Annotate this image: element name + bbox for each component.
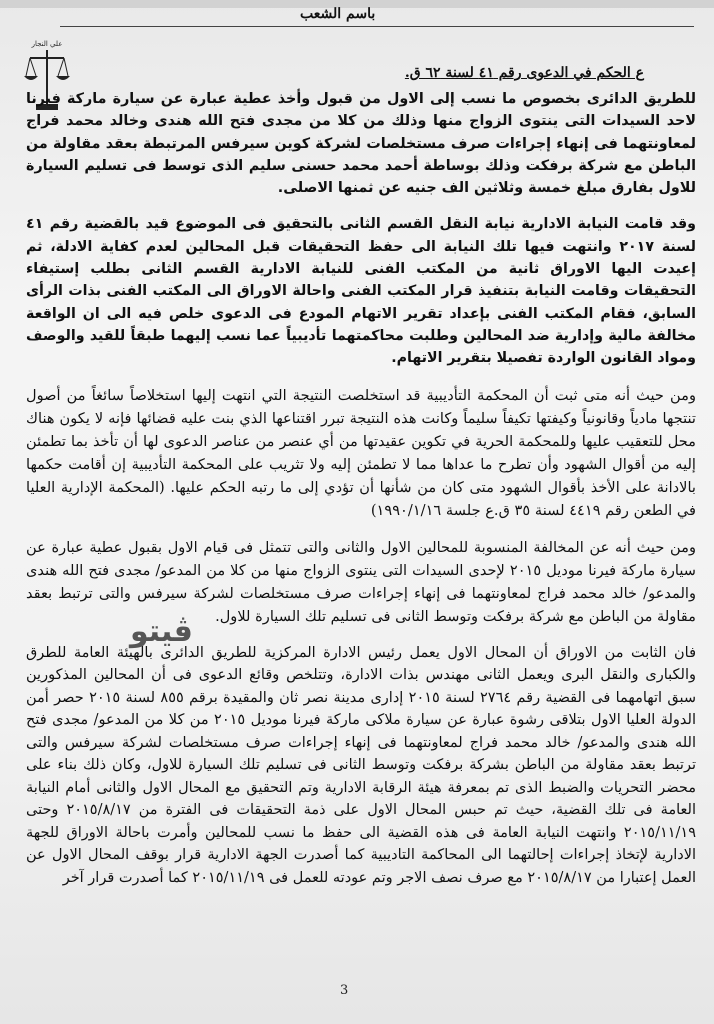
paragraph-1: للطريق الدائرى بخصوص ما نسب إلى الاول من قبول وأخذ عطية عبارة عن سيارة ماركة فيرنا لاحد السيدات التى ينتوى الزواج منها وذلك من كلا من مجدى فتح الله هندى وخالد محمد فراج لمعاونتهما فى إنهاء إجراءات صرف مستخلصات لشركة كوين سيرفس المرتبطة بعقد مقاولة من الباطن مع شركة برفكت وذلك بوساطة أحمد محمد حسنى سليم الذى توسط فى تسليم السيارة للاول بفارق مبلغ خمسة وثلاثين الف جنيه عن ثمنها الاصلى.: [26, 91, 696, 197]
header-rule: [60, 26, 694, 27]
paragraph-4: ومن حيث أنه عن المخالفة المنسوبة للمحالين الاول والثانى والتى تتمثل فى قيام الاول بقبول عطية عبارة عن سيارة ماركة فيرنا موديل ٢٠١٥ لإحدى السيدات التى ينتوى الزواج منها من كلا من المدعو/ مجدى فتح الله هندى والمدعو/ خالد محمد فراج لمعاونتهما فى إنهاء إجراءات صرف مستخلصات لشركة سيرفس والتى ترتبط بعقد مقاولة من الباطن مع شركة برفكت وتوسط الثانى فى تسليم تلك السيارة للاول.: [26, 538, 696, 625]
paragraph-3: ومن حيث أنه متى ثبت أن المحكمة التأديبية قد استخلصت النتيجة التي انتهت إليها استخلاصاً سائغاً من أصول تنتجها مادياً وقانونياً وكيفتها تكيفاً سليماً وكانت هذه النتيجة تبرر اقتناعها الذي بنت عليه قضائها فإنه لا يكون هناك محل للتعقيب عليها وللمحكمة الحرية في تكوين عقيدتها من أي عنصر من عناصر الدعوى لها أن تأخذ بما تطمئن إليه من أقوال الشهود وأن تطرح ما عداها مما لا تطمئن إليه ولا تثريب على المحكمة التأديبية إن أقامت حكمها بالادانة على الأخذ بأقوال الشهود متى كان من شأنها أن تؤدي إلى ما رتبه الحكم عليها. (المحكمة الإدارية العليا في الطعن رقم ٤٤١٩ لسنة ٣٥ ق.ع جلسة ١٩٩٠/١/١٦): [26, 386, 696, 519]
page-number: 3: [340, 983, 349, 998]
document-body: [26, 88, 696, 889]
paragraph-5: فان الثابت من الاوراق أن المحال الاول يعمل رئيس الادارة المركزية للطريق الدائرى بالهيئة العامة للطرق والكبارى والنقل البرى ويعمل الثانى مهندس بذات الادارة، وتتلخص وقائع الدعوى فى أن المحالين المذكورين سبق اتهامهما فى القضية رقم ٢٧٦٤ لسنة ٢٠١٥ إدارى مدينة نصر ثان والمقيدة برقم ٨٥٥ لسنة ٢٠١٥ حصر أمن الدولة العليا الاول بتلاقى رشوة عبارة عن سيارة ملاكى ماركة فيرنا موديل ٢٠١٥ من كلا من المدعو/ مجدى فتح الله هندى والمدعو/ خالد محمد فراج لمعاونتهما فى إنهاء إجراءات صرف مستخلصات لشركة سيرفس والتى ترتبط بعقد مقاولة من الباطن بشركة برفكت وتوسط الثانى فى تسليم تلك السيارة للاول، وكان ذلك بناء على محضر التحريات والضبط الذى تم بمعرفة هيئة الرقابة الادارية وتم التحقيق مع المحال الاول والثانى أمام النيابة العامة فى تلك القضية، حيث تم حبس المحال الاول على ذمة التحقيقات فى الفترة من ٢٠١٥/٨/١٧ وحتى ٢٠١٥/١١/١٩ وانتهت النيابة العامة فى هذه القضية الى حفظ ما نسب للمحالين وأمرت باحالة الاوراق للجهة الادارية لإتخاذ إجراءات إحالتهما الى المحاكمة التاديبية كما أصدرت الجهة الادارية قرار بوقف المحال الاول عن العمل إعتبارا من ٢٠١٥/٨/١٧ مع صرف نصف الاجر وتم عودته للعمل فى ٢٠١٥/١١/١٩ كما أصدرت قرار آخر: [26, 644, 697, 886]
watermark: ڤيتو: [130, 614, 193, 649]
page-header: باسم الشعب: [300, 6, 376, 22]
paragraph-2: وقد قامت النيابة الادارية نيابة النقل القسم الثانى بالتحقيق فى الموضوع قيد بالقضية رقم ٤١ لسنة ٢٠١٧ وانتهت فيها تلك النيابة الى حفظ التحقيقات قبل المحالين لعدم كفاية الادلة، ثم إعيدت اليها الاوراق ثانية من المكتب الفنى للنيابة الادارية القسم الثانى بطلب إستيفاء التحقيقات وقامت النيابة بتنفيذ قرار المكتب الفنى واحالة الاوراق الى المكتب الفنى بذات الرأى السابق، فقام المكتب الفنى بإعداد تقرير الاتهام المودع فى الدعوى خلص فيه الى ان الواقعة مخالفة مالية وإدارية ضد المحالين وطلبت محاكمتهما تأديبياً عما نسب إليهما طبقاً للقيد والوصف ومواد القانون الواردة تفصيلا بتقرير الاتهام.: [26, 216, 696, 367]
logo-text: علي النجار: [31, 40, 63, 48]
case-title: ع الحكم في الدعوى رقم ٤١ لسنة ٦٢ ق.: [404, 65, 644, 81]
